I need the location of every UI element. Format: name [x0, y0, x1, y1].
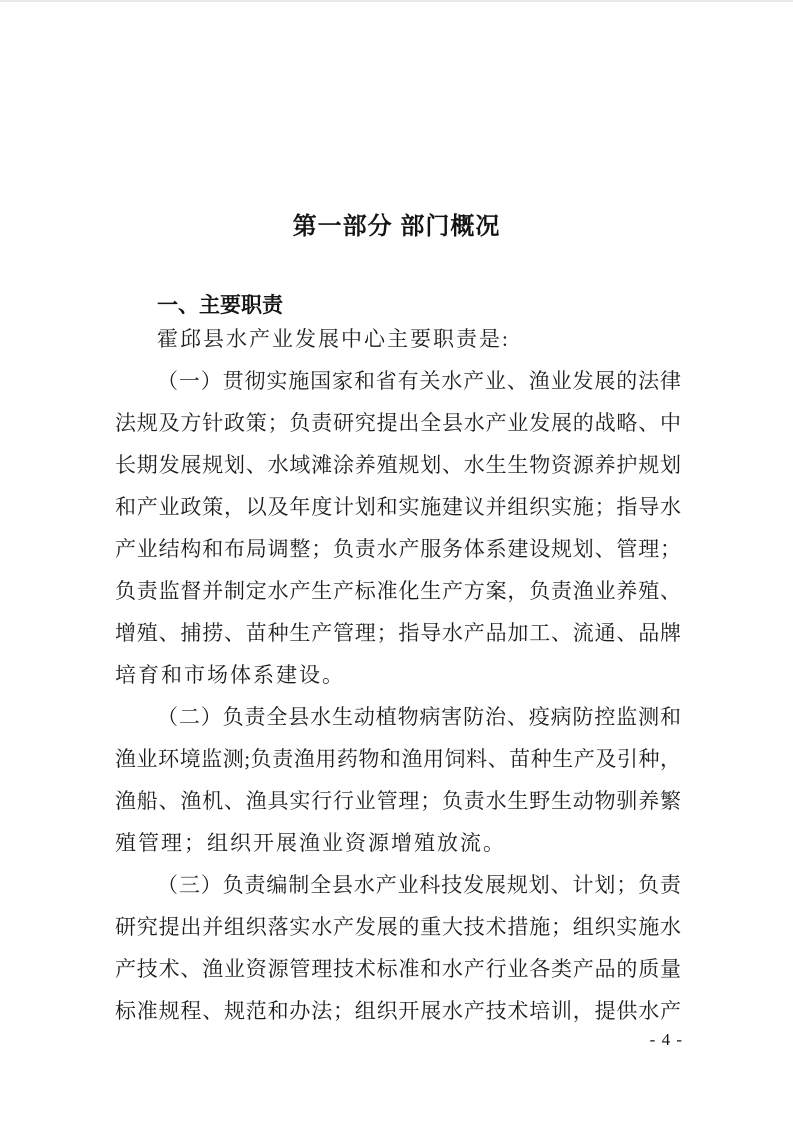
document-body [115, 318, 681, 1032]
text-line: 渔船、渔机、渔具实行行业管理；负责水生野生动物驯养繁 [115, 789, 681, 813]
text-line: 殖管理；组织开展渔业资源增殖放流。 [115, 831, 506, 855]
document-title: 第一部分 部门概况 [292, 213, 501, 240]
text-line: 渔业环境监测;负责渔用药物和渔用饲料、苗种生产及引种， [115, 747, 681, 771]
scan-edge-artifact [0, 0, 793, 2]
text-line: 产技术、渔业资源管理技术标准和水产行业各类产品的质量 [115, 957, 681, 981]
text-line: 法规及方针政策；负责研究提出全县水产业发展的战略、中 [115, 411, 681, 435]
text-line: （一）贯彻实施国家和省有关水产业、渔业发展的法律 [157, 369, 681, 393]
text-line: （三）负责编制全县水产业科技发展规划、计划；负责 [157, 873, 681, 897]
text-line: 研究提出并组织落实水产发展的重大技术措施；组织实施水 [115, 915, 681, 939]
text-line: 长期发展规划、水域滩涂养殖规划、水生生物资源养护规划 [115, 453, 681, 477]
text-line: 增殖、捕捞、苗种生产管理；指导水产品加工、流通、品牌 [115, 621, 681, 645]
text-line: 和产业政策，以及年度计划和实施建议并组织实施；指导水 [115, 495, 681, 519]
text-line: 培育和市场体系建设。 [115, 663, 345, 687]
text-line: 负责监督并制定水产生产标准化生产方案，负责渔业养殖、 [115, 579, 681, 603]
section-heading: 一、主要职责 [157, 294, 283, 317]
text-line: （二）负责全县水生动植物病害防治、疫病防控监测和 [157, 705, 681, 729]
text-line: 产业结构和布局调整；负责水产服务体系建设规划、管理； [115, 537, 681, 561]
text-line: 标准规程、规范和办法；组织开展水产技术培训，提供水产 [115, 999, 681, 1023]
page-number: - 4 - [649, 1030, 683, 1049]
text-line: 霍邱县水产业发展中心主要职责是: [157, 327, 510, 351]
